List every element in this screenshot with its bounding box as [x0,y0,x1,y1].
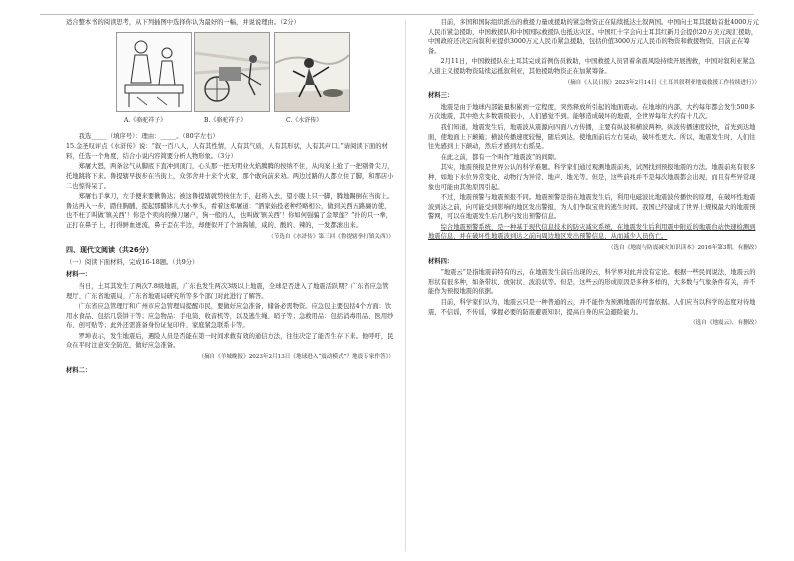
left-column [66,18,394,377]
material-3-paragraph: 其实，地震预报是世界公认的科学难题。科学家们通过观测地震前兆，试图找到预报地震的方法。地震前兆有很多种，如地下水位异常变化、动物行为异常、地声、地光等。但是，这些前兆并不是每次地震都会出现，而且有些异常现象也可能由其他原因引起。 [428,164,756,191]
caption-a: A.《骆驼祥子》 [124,116,167,124]
material-4-label: 材料四： [428,257,454,265]
material-3-paragraph: 在此之前，都有一个叫作“地震波”的间隙。 [440,153,561,161]
material-4-source: （选自《地震云》，有删改） [690,320,760,327]
material-2-source: （摘自《人民日报》2023年2月14日《土耳其叙利亚地震救援工作持续进行》） [564,79,760,86]
material-3-paragraph: 地震是由于地球内部能量积累到一定程度，突然释放所引起的地面震动。在地球的内部，大约每年都会发生500多万次地震，其中绝大多数震级很小，人们感觉不到。能够造成破坏的地震，全世界每年大约有十几次。 [428,103,755,121]
answer-line: 我选_____（填序号）：理由：_____。（80字左右） [78,132,219,140]
material-4-paragraph: 目前，科学家们认为，地震云只是一种普通的云，并不能作为预测地震的可靠依据。人们应当以科学的态度对待地震，不信谣，不传谣，掌握必要的防震避震知识，提高自身的应急避险能力。 [428,299,756,316]
material-4-paragraph: “地震云”是指地震前特有的云，在地震发生前后出现的云，科学界对此并没有定论。根据一些民间说法，地震云的形状有很多种，如条带状、放射状、波浪状等。但是，这些云的形成原因是多种多样的，大多数与气象条件有关，并不能作为预报地震的依据。 [428,269,756,296]
part-instruction: （一）阅读下面材料，完成16-18题。（共9分） [66,258,199,266]
question-intro: 适合整本书的阅读思考，从下列插图中选择你认为最好的一幅，并说说理由。（2分） [66,19,300,26]
illustration-c [274,32,350,112]
material-2-paragraph: 2月11日，中国救援队在土耳其完成首例伤员救助，中国救援人员冒着余震风险持续开展搜救，中国对叙利亚紧急人道主义援助物资陆续运抵叙利亚，其他援助物资正在加紧筹备。 [428,58,755,75]
section-heading: 四、现代文阅读（共26分） [66,246,153,255]
material-2-paragraph: 目前，多国和国际组织派出的救援力量或援助的紧急物资正在陆续抵达土叙两国。中国向土耳其援助首批4000万元人民币紧急援助，中国救援队和中国国际救援队也抵达灾区。中国红十字会向土耳其红新月会提供20万美元现汇援助，中国政府还决定向叙利亚提供3000万元人民币紧急援助，包括价值3000万元人民币的物资和救援物资，目前正在筹备。 [428,19,759,55]
column-divider [405,20,406,551]
material-3-paragraph: 综合地震预警系统，是一种基于现代信息技术的防灾减灾系统，在地震发生后利用震中附近的地震台站快速检测到地震信息，并在破坏性地震波到达之前向周边地区发出预警信息，从而减少人员伤亡。 [428,223,756,241]
illustration-row [66,30,394,130]
top-rule [40,14,754,15]
right-column [428,18,760,332]
material-1-label: 材料一： [66,271,92,279]
material-1-paragraph: 罗坤表示，发生地震后，遇险人员是否能在第一时间求救有效的通信方法，往往决定了能否生存下来。他呼吁，民众在平时注意安全防范，做好应急准备。 [66,332,394,350]
material-3-paragraph: 我们知道，地震发生后，地震波从震源向四面八方传播，主要有纵波和横波两种。纵波传播速度较快，首先到达地面，使地面上下颠簸；横波传播速度较慢，随后到达，使地面前后左右晃动，破坏性更大。所以，地震发生时，人们往往先感到上下颠动，然后才感到左右摇晃。 [428,123,756,151]
illustration-a [116,32,192,112]
passage-source: （节选自《水浒传》第三回《鲁提辖拳打镇关西》） [268,233,394,240]
passage-paragraph: 郑屠右手拿刀，左手便来要揪鲁达；被这鲁提辖就势按住左手，赶将入去，望小腹上只一脚，腾地踢倒在当街上。鲁达再入一步，踏住胸脯，提起那醋钵儿大小拳头，看着这郑屠道：“洒家始投老种经略相公，做到关西五路廉访使，也不枉了叫做‘镇关西’！你是个卖肉的操刀屠户，狗一般的人，也叫做‘镇关西’！你如何强骗了金翠莲？”扑的只一拳，正打在鼻子上，打得鲜血迸流，鼻子歪在半边，却便似开了个油酱铺，咸的、酸的、辣的，一发都滚出来。 [66,193,394,229]
question-15: 15.金圣叹评点《水浒传》说：“叙一百八人，人有其性情，人有其气质，人有其形状，人有其声口。”请阅读下面的材料，任选一个角度，结合小说内容简要分析人物形象。（3分） [66,143,388,160]
material-3-source: （选自《地震与防震减灾知识读本》2016年第3期，有删改） [607,245,760,252]
passage-paragraph: 郑屠大怒，两条忿气从脚底下直冲到顶门，心头那一把无明业火焰腾腾的按纳不住，从肉案上抢了一把剔骨尖刀，托地跳将下来。鲁提辖早拔步在当街上，众邻舍并十来个火家，那个敢向前来劝。两边过路的人都立住了脚，和那店小二也惊得呆了。 [66,163,394,190]
caption-b: B.《骆驼祥子》 [204,116,247,124]
caption-c: C.《水浒传》 [286,116,323,124]
illustration-b [194,32,270,112]
material-1-paragraph: 当日，土耳其发生了两次7.8级地震，广东也发生两次3级以上地震，全球是否进入了地震活跃期？广东省应急管理厅、广东省地震局、广东省地震局研究所等多个部门对此进行了解答。 [66,282,389,300]
material-1-source: （摘自《羊城晚报》2023年2月13日《地球进入“震动模式”？地震专家作答》） [198,354,394,361]
material-3-paragraph: 不过，地震预警与地震预报不同。地震预警是指在地震发生后，利用电磁波比地震波传播快的原理，在破坏性地震波到达之前，向可能受到影响的地区发出警报，为人们争取宝贵的逃生时间。我国已经建成了世界上规模最大的地震预警网，可以在地震发生后几秒内发出预警信息。 [428,194,756,221]
material-2-label: 材料二： [66,366,92,374]
material-1-paragraph: 广东省应急管理厅和广州市应急管理局提醒市民，要做好应急准备，储备必需物资。应急包主要包括4个方面：饮用水食品、包括几袋饼干等；应急物品：手电筒、收音机等，以及逃生绳、哨子等；急救用品：包括消毒用品、医用纱布、创可贴等；此外还需准备身份证复印件、家庭紧急联系卡等。 [66,303,394,330]
material-3-label: 材料三： [428,92,454,100]
